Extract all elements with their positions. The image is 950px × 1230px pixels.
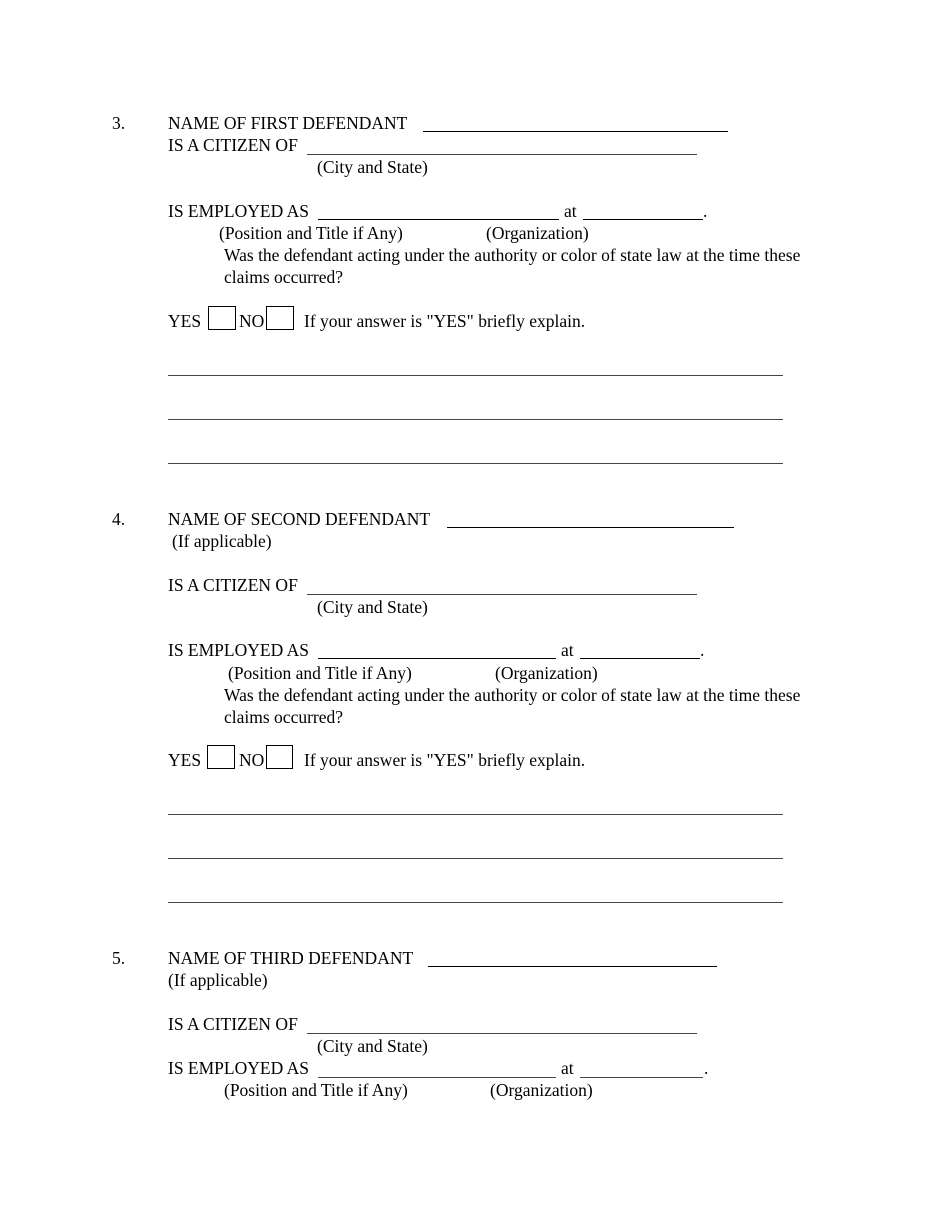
explanation-line[interactable]	[168, 463, 783, 464]
at-label: at	[561, 640, 574, 660]
period: .	[704, 1058, 709, 1078]
color-of-law-question: Was the defendant acting under the authority or color of state law at the time these	[224, 685, 801, 705]
first-defendant-name-field[interactable]	[423, 131, 728, 132]
position-caption: (Position and Title if Any)	[228, 663, 412, 683]
explanation-line[interactable]	[168, 902, 783, 903]
citizen-of-field[interactable]	[307, 1033, 697, 1034]
if-applicable-caption: (If applicable)	[168, 970, 268, 990]
color-of-law-question: Was the defendant acting under the authority or color of state law at the time these	[224, 245, 801, 265]
explain-label: If your answer is "YES" briefly explain.	[304, 311, 586, 331]
position-field[interactable]	[318, 658, 556, 659]
name-label: NAME OF THIRD DEFENDANT	[168, 948, 414, 968]
period: .	[703, 201, 708, 221]
at-label: at	[561, 1058, 574, 1078]
section-number: 3.	[112, 113, 126, 133]
employed-label: IS EMPLOYED AS	[168, 201, 309, 221]
citizen-label: IS A CITIZEN OF	[168, 1014, 298, 1034]
organization-field[interactable]	[583, 219, 703, 220]
no-checkbox[interactable]	[266, 306, 294, 330]
city-state-caption: (City and State)	[317, 597, 428, 617]
explanation-line[interactable]	[168, 375, 783, 376]
section-number: 5.	[112, 948, 126, 968]
section-number: 4.	[112, 509, 126, 529]
color-of-law-question-cont: claims occurred?	[224, 707, 344, 727]
organization-caption: (Organization)	[486, 223, 589, 243]
second-defendant-name-field[interactable]	[447, 527, 734, 528]
yes-checkbox[interactable]	[207, 745, 235, 769]
position-field[interactable]	[318, 219, 559, 220]
no-label: NO	[239, 750, 265, 770]
no-label: NO	[239, 311, 265, 331]
position-caption: (Position and Title if Any)	[219, 223, 403, 243]
yes-label: YES	[168, 750, 202, 770]
explanation-line[interactable]	[168, 419, 783, 420]
employed-label: IS EMPLOYED AS	[168, 1058, 309, 1078]
organization-caption: (Organization)	[495, 663, 598, 683]
name-label: NAME OF FIRST DEFENDANT	[168, 113, 408, 133]
at-label: at	[564, 201, 577, 221]
third-defendant-name-field[interactable]	[428, 966, 717, 967]
no-checkbox[interactable]	[266, 745, 293, 769]
explain-label: If your answer is "YES" briefly explain.	[304, 750, 586, 770]
position-caption: (Position and Title if Any)	[224, 1080, 408, 1100]
city-state-caption: (City and State)	[317, 157, 428, 177]
period: .	[700, 640, 705, 660]
citizen-of-field[interactable]	[307, 594, 697, 595]
organization-caption: (Organization)	[490, 1080, 593, 1100]
citizen-of-field[interactable]	[307, 154, 697, 155]
city-state-caption: (City and State)	[317, 1036, 428, 1056]
color-of-law-question-cont: claims occurred?	[224, 267, 344, 287]
yes-checkbox[interactable]	[208, 306, 236, 330]
explanation-line[interactable]	[168, 858, 783, 859]
yes-label: YES	[168, 311, 202, 331]
explanation-line[interactable]	[168, 814, 783, 815]
organization-field[interactable]	[580, 658, 700, 659]
citizen-label: IS A CITIZEN OF	[168, 135, 298, 155]
position-field[interactable]	[318, 1077, 556, 1078]
employed-label: IS EMPLOYED AS	[168, 640, 309, 660]
name-label: NAME OF SECOND DEFENDANT	[168, 509, 431, 529]
organization-field[interactable]	[580, 1077, 703, 1078]
citizen-label: IS A CITIZEN OF	[168, 575, 298, 595]
if-applicable-caption: (If applicable)	[172, 531, 272, 551]
